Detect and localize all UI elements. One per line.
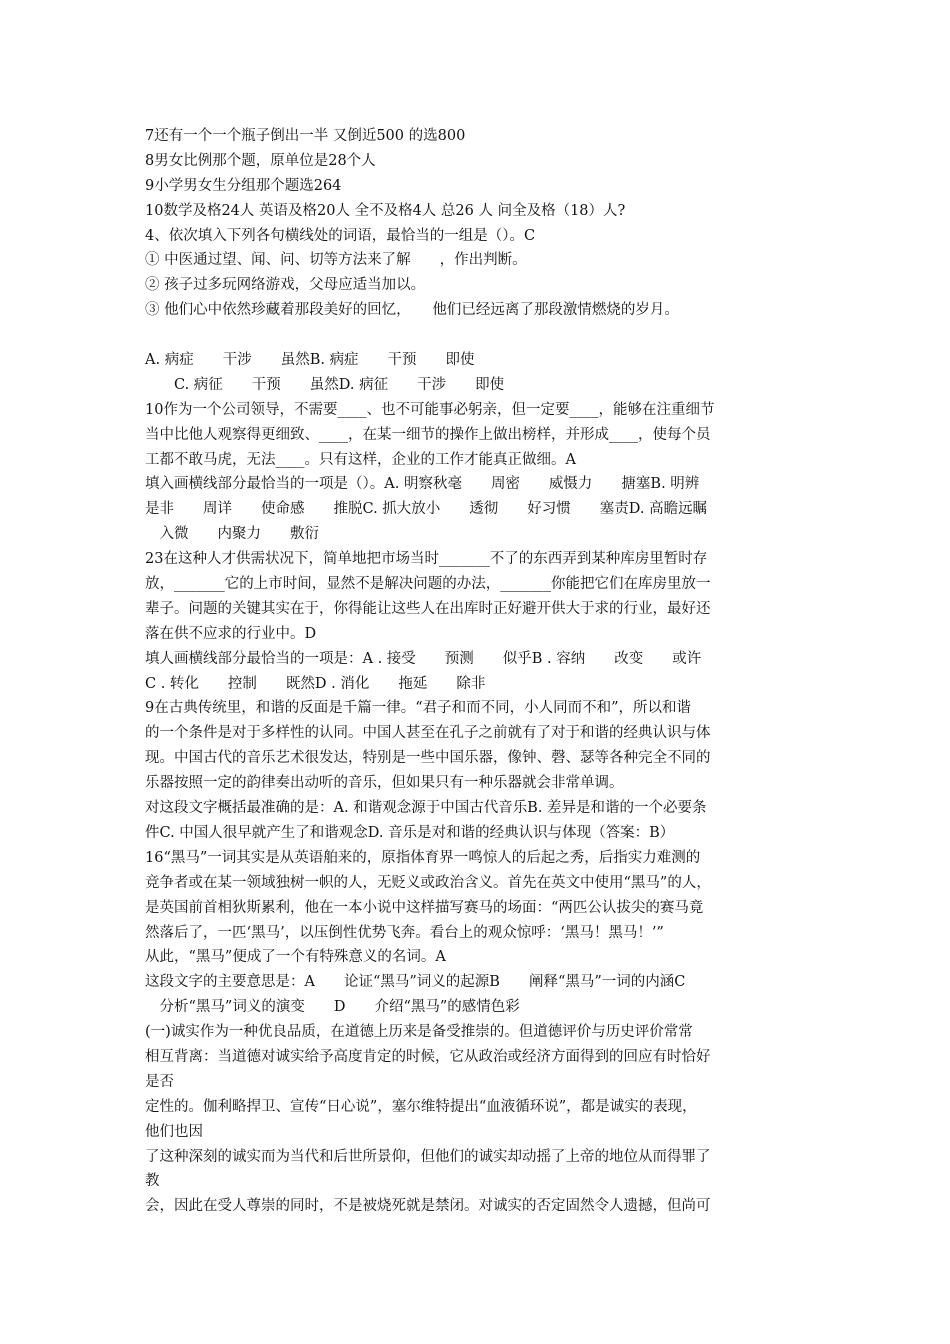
text-line: 分析“黑马”词义的演变 D 介绍“黑马”的感情色彩 [145, 999, 520, 1016]
text-line: 然落后了，一匹‘黑马’，以压倒性优势飞奔。看台上的观众惊呼：‘黑马！黑马！’” [145, 924, 664, 941]
text-line: 对这段文字概括最准确的是：A. 和谐观念源于中国古代音乐B. 差异是和谐的一个必要条 [145, 800, 707, 817]
text-line: 放，_______它的上市时间，显然不是解决问题的办法，_______你能把它们在库房里放一 [145, 576, 711, 593]
text-line: A. 病症 干涉 虽然B. 病症 干预 即使 [145, 352, 475, 369]
text-line: 辈子。问题的关键其实在于，你得能让这些人在出库时正好避开供大于求的行业，最好还 [145, 600, 711, 617]
text-line: 10数学及格24人 英语及格20人 全不及格4人 总26 人 问全及格（18）人? [145, 202, 626, 219]
text-line: 工都不敢马虎，无法____。只有这样，企业的工作才能真正做细。A [145, 451, 576, 468]
text-line: ③ 他们心中依然珍藏着那段美好的回忆， 他们已经远离了那段激情燃烧的岁月。 [145, 302, 679, 319]
text-line: 入微 内聚力 敷衍 [145, 526, 319, 543]
text-line: (一)诚实作为一种优良品质，在道德上历来是备受推崇的。但道德评价与历史评价常常 [145, 1024, 693, 1041]
blank-line [145, 323, 810, 348]
text-line: 了这种深刻的诚实而为当代和后世所景仰，但他们的诚实却动摇了上帝的地位从而得罪了 [145, 1148, 711, 1165]
text-line: 他们也因 [145, 1123, 203, 1140]
text-line: ① 中医通过望、闻、问、切等方法来了解 ，作出判断。 [145, 252, 527, 269]
text-line: 相互背离：当道德对诚实给予高度肯定的时候，它从政治或经济方面得到的回应有时恰好 [145, 1048, 711, 1065]
document-body [145, 124, 810, 1219]
text-line: C. 病征 干预 虽然D. 病征 干涉 即使 [145, 376, 505, 393]
text-line: 9在古典传统里，和谐的反面是千篇一律。“君子和而不同，小人同而不和”，所以和谐 [145, 700, 692, 717]
text-line: 教 [145, 1173, 160, 1190]
text-line: 是英国前首相狄斯累利，他在一本小说中这样描写赛马的场面：“两匹公认拔尖的赛马竟 [145, 899, 704, 916]
text-line: 9小学男女生分组那个题选264 [145, 177, 342, 194]
text-line: 16“黑马”一词其实是从英语舶来的，原指体育界一鸣惊人的后起之秀，后指实力难测的 [145, 849, 701, 866]
text-line: 从此，“黑马”便成了一个有特殊意义的名词。A [145, 949, 446, 966]
text-line: 4、依次填入下列各句横线处的词语，最恰当的一组是（）。C [145, 227, 536, 244]
text-line: 落在供不应求的行业中。D [145, 625, 317, 642]
text-line: 现。中国古代的音乐艺术很发达，特别是一些中国乐器，像钟、磬、瑟等各种完全不同的 [145, 750, 711, 767]
text-line: ② 孩子过多玩网络游戏，父母应适当加以。 [145, 277, 426, 294]
text-line: 是非 周详 使命感 推脱C. 抓大放小 透彻 好习惯 塞责D. 高瞻远瞩 [145, 501, 708, 518]
text-line: 的一个条件是对于多样性的认同。中国人甚至在孔子之前就有了对于和谐的经典认识与体 [145, 725, 711, 742]
text-line: 23在这种人才供需状况下，简单地把市场当时_______不了的东西弄到某种库房里暂时存 [145, 551, 708, 568]
text-line: 是否 [145, 1073, 174, 1090]
text-line: 10作为一个公司领导，不需要____、也不可能事必躬亲，但一定要____，能够在注重细节 [145, 401, 715, 418]
text-line: 竞争者或在某一领域独树一帜的人，无贬义或政治含义。首先在英文中使用“黑马”的人， [145, 874, 711, 891]
text-line: 7还有一个一个瓶子倒出一半 又倒近500 的选800 [145, 128, 466, 144]
text-line: 件C. 中国人很早就产生了和谐观念D. 音乐是对和谐的经典认识与体现（答案：B） [145, 824, 675, 841]
text-line: 8男女比例那个题，原单位是28个人 [145, 152, 376, 169]
text-line: 乐器按照一定的韵律奏出动听的音乐，但如果只有一种乐器就会非常单调。 [145, 775, 624, 792]
text-line: 定性的。伽利略捍卫、宣传“日心说”，塞尔维特提出“血液循环说”，都是诚实的表现， [145, 1098, 697, 1115]
text-line: 会，因此在受人尊崇的同时，不是被烧死就是禁闭。对诚实的否定固然令人遗撼，但尚可 [145, 1198, 711, 1215]
text-line: 填人画横线部分最恰当的一项是：A . 接受 预测 似乎B . 容纳 改变 或许 [145, 650, 702, 667]
text-line: 这段文字的主要意思是：A 论证“黑马”词义的起源B 阐释“黑马”一词的内涵C [145, 974, 686, 991]
text-line: 当中比他人观察得更细致、____，在某一细节的操作上做出榜样，并形成____，使每个员 [145, 426, 711, 443]
text-line: C . 转化 控制 既然D . 消化 拖延 除非 [145, 675, 486, 692]
text-line: 填入画横线部分最恰当的一项是（）。A. 明察秋毫 周密 威慑力 搪塞B. 明辨 [145, 476, 700, 493]
